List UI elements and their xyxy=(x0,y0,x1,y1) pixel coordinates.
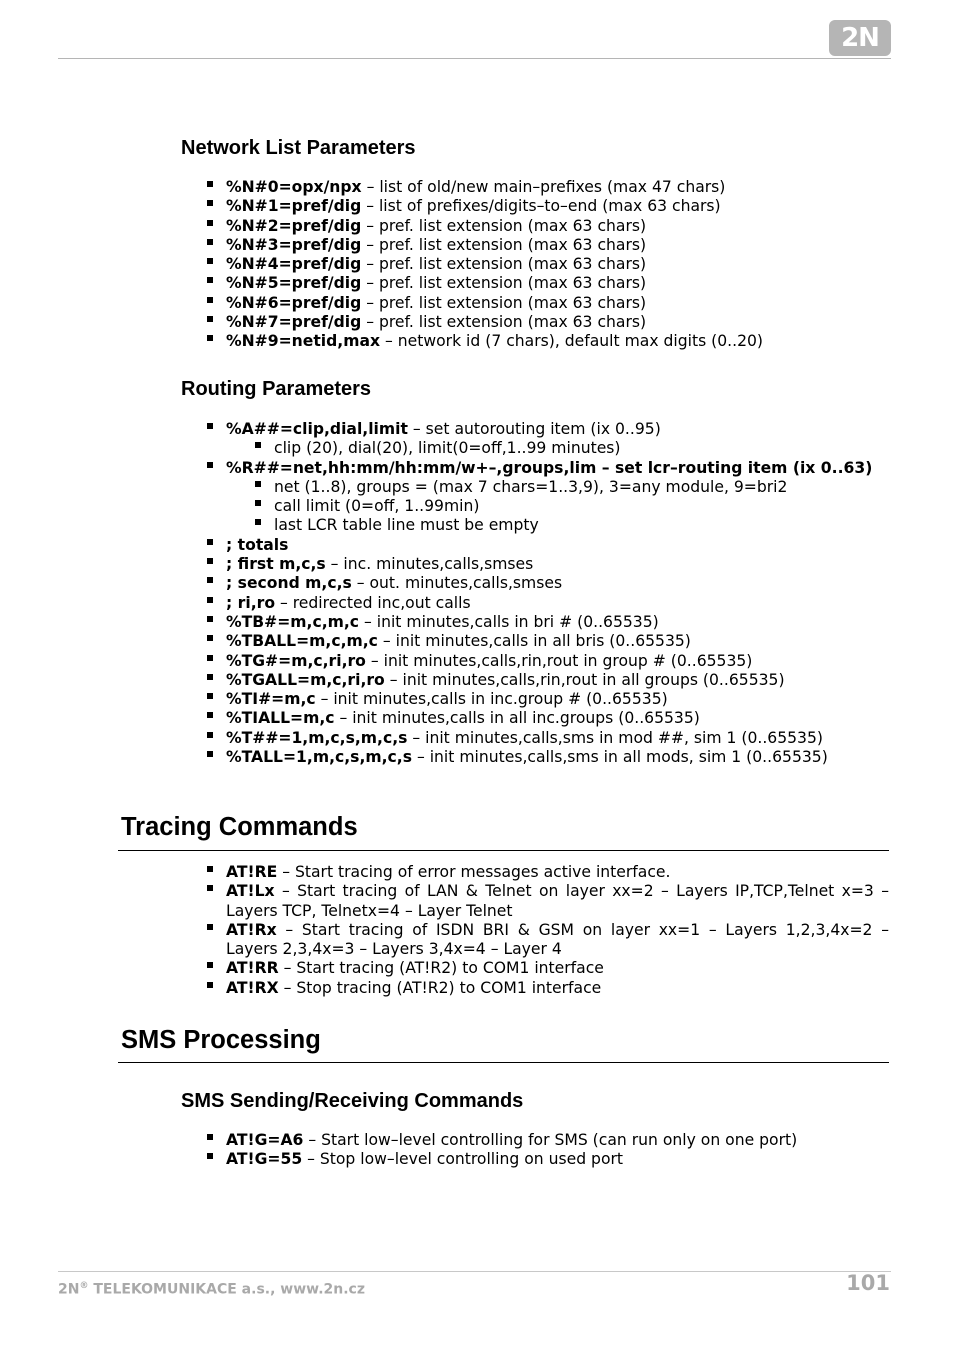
item-description: – init minutes,calls in inc.group # (0..65535) xyxy=(315,690,668,709)
sub-list-item xyxy=(207,478,889,497)
item-code: %TB#=m,c,m,c xyxy=(226,612,360,631)
item-code: AT!RX xyxy=(226,978,279,997)
item-code: %TIALL=m,c xyxy=(226,709,335,728)
item-description: – pref. list extension (max 63 chars) xyxy=(361,293,647,312)
list-item xyxy=(207,459,889,478)
item-code: %T##=1,m,c,s,m,c,s xyxy=(226,728,408,747)
sms-heading-divider xyxy=(118,1062,889,1063)
list-item xyxy=(207,420,889,439)
item-description: – set autorouting item (ix 0..95) xyxy=(407,420,661,438)
item-code: %TALL=1,m,c,s,m,c,s xyxy=(226,748,412,767)
sub-list-item xyxy=(207,497,889,516)
item-description: – Start tracing of LAN & Telnet on layer xx=2 – Layers IP,TCP,Telnet x=3 – Layers TCP, Telnetx=4 – Layer Telnet xyxy=(226,882,889,920)
item-code: AT!RE xyxy=(226,863,278,881)
item-code: AT!RR xyxy=(226,959,279,978)
item-code: %N#0=opx/npx xyxy=(226,178,362,196)
item-description: – Start tracing of ISDN BRI & GSM on layer xx=1 – Layers 1,2,3,4x=2 – Layers 2,3,4x=3 – Layers 3,4x=4 – Layer 4 xyxy=(226,920,889,959)
item-code: ; second m,c,s xyxy=(226,574,352,593)
item-description: last LCR table line must be empty xyxy=(274,516,539,535)
list-item xyxy=(207,671,889,690)
network-list-heading: Network List Parameters xyxy=(181,137,416,159)
tracing-heading-divider xyxy=(118,850,889,851)
list-item xyxy=(207,882,889,921)
list-item xyxy=(207,255,889,274)
list-item xyxy=(207,594,889,613)
item-description: – out. minutes,calls,smses xyxy=(351,574,563,593)
sms-processing-heading: SMS Processing xyxy=(121,1026,321,1054)
list-item xyxy=(207,274,889,293)
list-item xyxy=(207,709,889,728)
item-description: – init minutes,calls,rin,rout in all groups (0..65535) xyxy=(384,670,785,689)
registered-mark: ® xyxy=(79,1281,89,1291)
item-code: AT!Rx xyxy=(226,920,277,939)
sub-list-item xyxy=(207,516,889,535)
item-description: – Stop low–level controlling on used port xyxy=(302,1150,624,1169)
item-description: – inc. minutes,calls,smses xyxy=(325,555,534,574)
item-code: %A##=clip,dial,limit xyxy=(226,420,408,438)
item-description: – init minutes,calls,sms in all mods, sim 1 (0..65535) xyxy=(412,748,828,767)
item-code: ; first m,c,s xyxy=(226,555,326,574)
list-item xyxy=(207,236,889,255)
list-item xyxy=(207,574,889,593)
item-code: %N#4=pref/dig xyxy=(226,255,362,274)
item-description: net (1..8), groups = (max 7 chars=1..3,9), 3=any module, 9=bri2 xyxy=(274,477,788,496)
routing-parameters-heading: Routing Parameters xyxy=(181,378,372,400)
item-description: – init minutes,calls in bri # (0..65535) xyxy=(359,612,659,631)
item-code: %N#7=pref/dig xyxy=(226,313,362,332)
item-description: – pref. list extension (max 63 chars) xyxy=(361,255,647,274)
item-description: – list of prefixes/digits–to–end (max 63 chars) xyxy=(361,197,721,216)
sms-sending-receiving-heading: SMS Sending/Receiving Commands xyxy=(181,1090,524,1112)
item-description: – init minutes,calls in all bris (0..65535) xyxy=(377,632,691,651)
sub-list-item xyxy=(207,439,889,458)
item-description: – init minutes,calls in all inc.groups (0..65535) xyxy=(334,709,700,728)
item-description: – list of old/new main–prefixes (max 47 chars) xyxy=(361,178,726,196)
item-code: %TBALL=m,c,m,c xyxy=(226,632,378,651)
item-code: %TG#=m,c,ri,ro xyxy=(226,651,366,670)
item-description: – Stop tracing (AT!R2) to COM1 interface xyxy=(278,978,602,997)
list-item xyxy=(207,332,889,351)
item-code: ; ri,ro xyxy=(226,593,276,612)
list-item xyxy=(207,536,889,555)
page-number: 101 xyxy=(846,1271,890,1295)
item-description: – pref. list extension (max 63 chars) xyxy=(361,235,647,254)
list-item xyxy=(207,613,889,632)
item-code: %TI#=m,c xyxy=(226,690,316,709)
routing-parameters-list xyxy=(207,420,889,767)
item-code: %N#5=pref/dig xyxy=(226,274,362,293)
company-logo: 2N xyxy=(829,20,891,56)
list-item xyxy=(207,690,889,709)
item-description: call limit (0=off, 1..99min) xyxy=(274,497,480,516)
item-description: – Start low–level controlling for SMS (can run only on one port) xyxy=(303,1131,798,1149)
item-description: – pref. list extension (max 63 chars) xyxy=(361,274,647,293)
list-item xyxy=(207,197,889,216)
item-code: ; totals xyxy=(226,535,289,554)
list-item xyxy=(207,979,889,998)
list-item xyxy=(207,959,889,978)
item-code: %TGALL=m,c,ri,ro xyxy=(226,670,385,689)
footer-company-prefix: 2N xyxy=(58,1281,80,1298)
list-item xyxy=(207,1150,889,1169)
item-code: %R##=net,hh:mm/hh:mm/w+–,groups,lim – set lcr–routing item (ix 0..63) xyxy=(226,458,873,477)
list-item xyxy=(207,217,889,236)
tracing-commands-list xyxy=(207,863,889,998)
list-item xyxy=(207,863,889,882)
list-item xyxy=(207,1131,889,1150)
footer-company-rest: TELEKOMUNIKACE a.s., www.2n.cz xyxy=(88,1281,365,1298)
item-code: %N#2=pref/dig xyxy=(226,216,362,235)
item-description: – pref. list extension (max 63 chars) xyxy=(361,313,647,332)
list-item xyxy=(207,178,889,197)
item-code: %N#3=pref/dig xyxy=(226,235,362,254)
item-code: %N#9=netid,max xyxy=(226,332,381,351)
item-code: AT!Lx xyxy=(226,882,275,901)
item-description: – init minutes,calls,rin,rout in group # (0..65535) xyxy=(365,651,753,670)
footer-company xyxy=(58,1281,365,1298)
item-description: – Start tracing (AT!R2) to COM1 interface xyxy=(278,959,604,978)
item-description: – pref. list extension (max 63 chars) xyxy=(361,216,647,235)
sms-commands-list xyxy=(207,1131,889,1170)
item-description: – network id (7 chars), default max digits (0..20) xyxy=(380,332,764,351)
item-code: AT!G=55 xyxy=(226,1150,303,1169)
list-item xyxy=(207,729,889,748)
list-item xyxy=(207,921,889,960)
header-divider xyxy=(58,58,891,59)
item-description: – redirected inc,out calls xyxy=(275,593,471,612)
item-code: AT!G=A6 xyxy=(226,1131,304,1149)
item-code: %N#1=pref/dig xyxy=(226,197,362,216)
list-item xyxy=(207,313,889,332)
tracing-commands-heading: Tracing Commands xyxy=(121,813,358,841)
list-item xyxy=(207,294,889,313)
item-description: – Start tracing of error messages active interface. xyxy=(277,863,671,881)
list-item xyxy=(207,748,889,767)
item-description: clip (20), dial(20), limit(0=off,1..99 minutes) xyxy=(274,439,621,458)
footer-divider xyxy=(58,1271,891,1272)
item-code: %N#6=pref/dig xyxy=(226,293,362,312)
network-list-parameters xyxy=(207,178,889,352)
item-description: – init minutes,calls,sms in mod ##, sim 1 (0..65535) xyxy=(407,728,823,747)
list-item xyxy=(207,632,889,651)
list-item xyxy=(207,652,889,671)
list-item xyxy=(207,555,889,574)
